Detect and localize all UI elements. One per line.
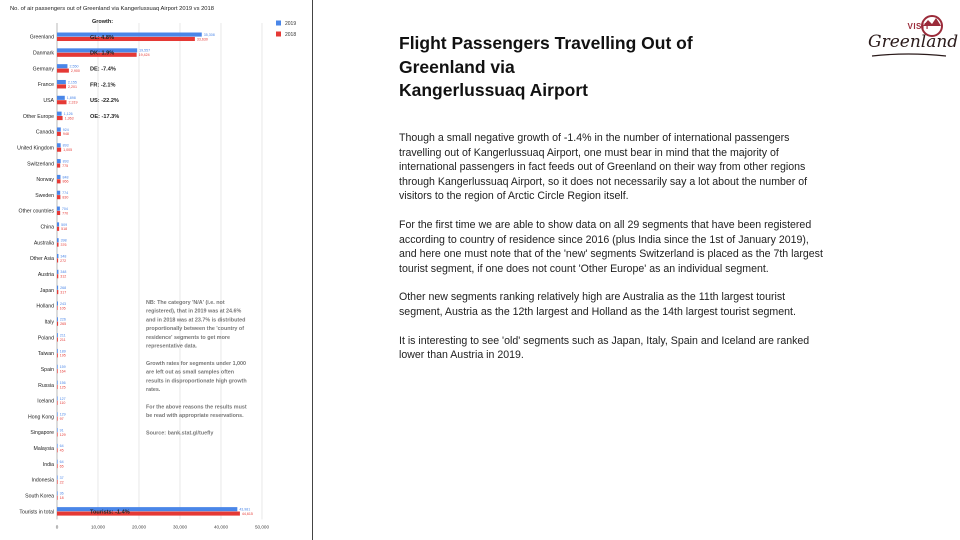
bar-2019: [57, 286, 58, 290]
data-label-2018: 948: [62, 132, 69, 137]
bar-2018: [57, 322, 58, 326]
bar-2018: [57, 369, 58, 373]
data-label-2019: 2,550: [69, 64, 79, 69]
data-label-2018: 211: [59, 337, 66, 342]
growth-annotation: DE: -7.4%: [90, 66, 116, 73]
legend-label: 2019: [285, 21, 297, 27]
bar-2019: [57, 460, 58, 464]
data-label-2019: 893: [62, 159, 69, 164]
data-label-2019: 127: [59, 396, 66, 401]
data-label-2019: 243: [59, 301, 66, 306]
bar-2018: [57, 448, 58, 452]
note-line: residence' segments to get more: [146, 334, 230, 341]
bar-2018: [57, 509, 240, 516]
bar-2018: [57, 385, 58, 389]
data-label-2018: 164: [59, 369, 66, 374]
bar-2018: [57, 69, 69, 73]
data-label-2018: 376: [60, 242, 67, 247]
bar-2019: [57, 365, 58, 369]
data-label-2018: 317: [60, 290, 67, 295]
data-label-2019: 64: [59, 460, 64, 465]
bar-2018: [57, 353, 58, 357]
note-line: Source: bank.stat.gl/tuefly: [146, 430, 214, 437]
bar-2018: [57, 464, 58, 468]
body-text: [399, 131, 827, 377]
x-tick-label: 30,000: [172, 524, 188, 530]
bar-2019: [57, 238, 59, 242]
data-label-2018: 312: [60, 274, 67, 279]
bar-2018: [57, 274, 58, 278]
x-tick-label: 20,000: [131, 524, 147, 530]
category-label: China: [40, 224, 54, 231]
bar-2018: [57, 100, 67, 104]
data-label-2019: 848: [62, 175, 69, 180]
data-label-2019: 398: [60, 238, 67, 243]
growth-annotation: FR: -2.1%: [90, 82, 116, 89]
data-label-2019: 774: [62, 191, 69, 196]
bar-2019: [57, 412, 58, 416]
bar-2018: [57, 480, 58, 484]
data-label-2018: 2,201: [68, 84, 78, 89]
data-label-2019: 2,155: [67, 80, 77, 85]
category-label: Spain: [40, 366, 54, 373]
legend-label: 2018: [285, 32, 297, 38]
growth-annotation: OE: -17.3%: [90, 114, 120, 121]
bar-2019: [57, 33, 202, 37]
paragraph-3: Other new segments ranking relatively high are Australia as the 11th largest tourist segment, Austria as the 12th largest and Holland as the 14th largest tourist segment.: [399, 291, 796, 318]
bar-2019: [57, 112, 62, 116]
note-line: are left out as small samples often: [146, 369, 235, 376]
bar-2019: [57, 381, 58, 385]
note-line: results in disproportionate high growth: [146, 378, 247, 385]
logo-visit-text: VISIT: [907, 22, 930, 31]
bar-2019: [57, 254, 58, 258]
bar-2019: [57, 333, 58, 337]
category-label: Malaysia: [33, 446, 54, 453]
paragraph-4: It is interesting to see 'old' segments such as Japan, Italy, Spain and Iceland are ranked lower than Austria in 2019.: [399, 334, 810, 362]
category-label: Hong Kong: [28, 414, 54, 421]
visit-greenland-logo: [868, 12, 959, 60]
category-label: Australia: [33, 240, 54, 247]
data-label-2018: 22: [59, 480, 64, 485]
bar-2018: [57, 496, 58, 500]
note-line: and in 2018 was at 23.7% is distributed: [146, 317, 246, 324]
category-label: South Korea: [25, 493, 54, 500]
data-label-2019: 1,898: [66, 96, 76, 101]
bar-2018: [57, 227, 59, 231]
data-label-2018: 775: [62, 163, 69, 168]
bar-2018: [57, 34, 195, 41]
category-label: Italy: [44, 319, 54, 326]
note-line: rates.: [146, 387, 161, 393]
bar-2019: [57, 222, 59, 226]
category-label: Singapore: [30, 430, 54, 437]
title-line-3: Kangerlussuaq Airport: [399, 80, 588, 100]
category-label: India: [42, 461, 54, 468]
note-line: be read with appropriate reservations.: [146, 413, 244, 420]
bar-2019: [57, 175, 60, 179]
bar-2019: [57, 80, 66, 84]
bar-2018: [57, 148, 61, 152]
bar-2019: [57, 444, 58, 448]
category-label: France: [37, 82, 54, 89]
data-label-2018: 265: [60, 322, 67, 327]
bar-2018: [57, 417, 58, 421]
category-label: Sweden: [35, 192, 54, 199]
bar-2019: [57, 475, 58, 479]
bar-2019: [57, 159, 61, 163]
bar-2019: [57, 491, 58, 495]
category-label: Holland: [36, 303, 54, 310]
data-label-2019: 129: [59, 412, 66, 417]
category-label: Switzerland: [27, 161, 54, 168]
bar-2019: [57, 349, 58, 353]
data-label-2018: 65: [59, 464, 64, 469]
data-label-2018: 2,900: [70, 68, 80, 73]
growth-annotation: Tourists: -1.4%: [90, 509, 130, 516]
bar-2019: [57, 64, 67, 68]
slide-title: [399, 32, 759, 103]
x-tick-label: 10,000: [90, 524, 106, 530]
data-label-2019: 211: [59, 333, 66, 338]
data-label-2018: 770: [62, 211, 69, 216]
data-label-2018: 18: [59, 496, 64, 501]
data-label-2018: 1,363: [64, 116, 74, 121]
bar-2019: [57, 96, 65, 100]
bar-2019: [57, 507, 237, 511]
note-line: representative data.: [146, 343, 197, 350]
data-label-2019: 189: [59, 349, 66, 354]
bar-2019: [57, 143, 61, 147]
data-label-2018: 129: [59, 432, 66, 437]
note-line: Growth rates for segments under 1,000: [146, 360, 247, 367]
data-label-2018: 195: [59, 353, 66, 358]
growth-header: Growth:: [92, 19, 114, 25]
data-label-2018: 33,630: [196, 37, 208, 42]
category-label: Taiwan: [37, 351, 54, 358]
data-label-2019: 43,981: [239, 507, 251, 512]
data-label-2018: 518: [61, 227, 68, 232]
data-label-2019: 36: [59, 491, 64, 496]
x-tick-label: 50,000: [254, 524, 270, 530]
bar-2018: [57, 306, 58, 310]
category-label: United Kingdom: [17, 145, 54, 152]
category-label: Indonesia: [31, 477, 54, 484]
data-label-2019: 91: [59, 428, 64, 433]
category-label: Danmark: [32, 50, 54, 57]
data-label-2019: 1,126: [63, 112, 73, 117]
bar-2018: [57, 84, 66, 88]
category-label: Tourists in total: [19, 509, 54, 516]
bar-2019: [57, 396, 58, 400]
bar-2018: [57, 401, 58, 405]
x-tick-label: 0: [55, 524, 59, 530]
data-label-2019: 924: [62, 127, 69, 132]
bar-2019: [57, 207, 60, 211]
data-label-2019: 893: [62, 143, 69, 148]
bar-2018: [57, 179, 61, 183]
chart-title: No. of air passengers out of Greenland via Kangerlussuaq Airport 2019 vs 2018: [10, 6, 214, 12]
category-label: Russia: [38, 382, 54, 389]
legend-swatch: [276, 21, 281, 26]
data-label-2019: 226: [59, 317, 66, 322]
category-label: Other Europe: [22, 113, 54, 120]
category-label: Canada: [35, 129, 54, 136]
category-label: Other countries: [18, 208, 54, 215]
data-label-2018: 2,319: [68, 100, 78, 105]
x-tick-label: 40,000: [213, 524, 229, 530]
bar-2018: [57, 337, 58, 341]
category-label: USA: [43, 97, 54, 104]
data-label-2018: 866: [62, 179, 69, 184]
bar-2018: [57, 211, 60, 215]
title-line-1: Flight Passengers Travelling Out of: [399, 33, 693, 53]
note-line: For the above reasons the results must: [146, 404, 247, 411]
data-label-2018: 19,424: [138, 53, 150, 58]
data-label-2018: 1,005: [63, 148, 73, 153]
data-label-2019: 348: [60, 254, 67, 259]
data-label-2018: 125: [59, 385, 66, 390]
category-label: Other Asia: [29, 256, 54, 263]
paragraph-2: For the first time we are able to show data on all 29 segments that have been registered according to country of residence since 2016 (plus India since the 1st of January 2019), and here one must note that of the 'new' segments Switzerland is placed as the 7th largest tourist segment, if one does not count 'Other Europe' as an individual segment.: [399, 218, 823, 275]
data-label-2019: 509: [61, 222, 68, 227]
bar-2018: [57, 132, 61, 136]
bar-2019: [57, 428, 58, 432]
bar-2019: [57, 191, 60, 195]
data-label-2019: 37: [59, 475, 64, 480]
note-line: NB: The category 'N/A' (i.e. not: [146, 300, 225, 306]
growth-annotation: DK: 1.9%: [90, 50, 115, 57]
bar-2018: [57, 432, 58, 436]
title-line-2: Greenland via: [399, 56, 515, 77]
category-label: Norway: [36, 177, 54, 184]
data-label-2019: 19,557: [139, 48, 151, 53]
data-label-2018: 272: [60, 258, 67, 263]
chart-panel: [0, 0, 313, 540]
data-label-2018: 830: [62, 195, 69, 200]
bar-2019: [57, 127, 61, 131]
data-label-2018: 45: [59, 448, 64, 453]
growth-annotation: GL: 4.8%: [90, 34, 114, 41]
category-label: Japan: [39, 287, 54, 294]
bar-2019: [57, 317, 58, 321]
bar-2018: [57, 290, 58, 294]
bar-2019: [57, 301, 58, 305]
legend-swatch: [276, 32, 281, 37]
data-label-2018: 44,615: [241, 511, 253, 516]
category-label: Poland: [37, 335, 54, 342]
category-label: Austria: [37, 272, 54, 279]
category-label: Greenland: [29, 34, 54, 41]
data-label-2018: 110: [59, 401, 66, 406]
category-label: Germany: [32, 66, 54, 73]
data-label-2019: 156: [59, 380, 66, 385]
data-label-2019: 704: [61, 206, 68, 211]
bar-2019: [57, 270, 58, 274]
growth-annotation: US: -22.2%: [90, 98, 119, 105]
note-line: proportionally between the 'country of: [146, 326, 245, 333]
data-label-2018: 105: [59, 306, 66, 311]
bar-2018: [57, 195, 60, 199]
data-label-2019: 159: [59, 365, 66, 370]
category-label: Iceland: [37, 398, 54, 405]
data-label-2019: 348: [60, 270, 67, 275]
data-label-2019: 64: [59, 444, 64, 449]
data-label-2019: 268: [60, 286, 67, 291]
bar-2018: [57, 116, 63, 120]
bar-2018: [57, 258, 58, 262]
paragraph-1: Though a small negative growth of -1.4% in the number of international passengers travelling out of Kangerlussuaq Airport, one must bear in mind that the majority of international passengers in fact feeds out of Greenland on their way from other regions through Kangerlussuaq Airport, so it does not necessarily say a lot about the number of visitors to the region of Arctic Circle Region itself.: [399, 132, 808, 203]
data-label-2019: 35,308: [203, 32, 215, 37]
logo-script-text: Greenland: [868, 32, 959, 52]
note-line: registered), that in 2019 was at 24.6%: [146, 308, 242, 315]
bar-2018: [57, 243, 59, 247]
bar-2018: [57, 163, 60, 167]
bar-chart: [0, 0, 312, 540]
data-label-2018: 97: [59, 416, 64, 421]
